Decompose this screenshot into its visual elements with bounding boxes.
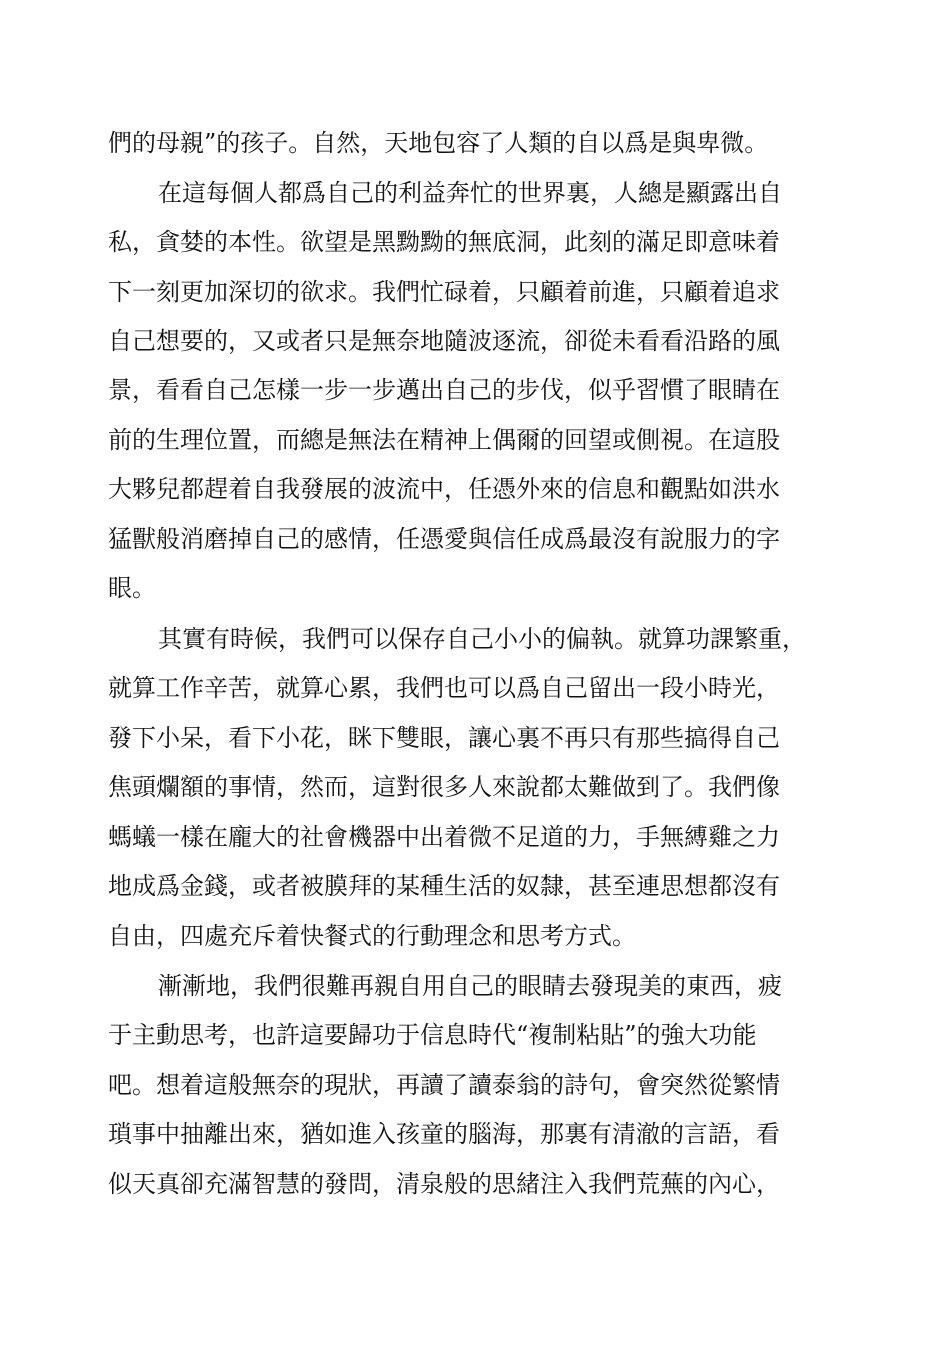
text-line: 地成爲金錢，或者被膜拜的某種生活的奴隸，甚至連思想都沒有 [108, 872, 780, 900]
text-line: 私，貪婪的本性。欲望是黑黝黝的無底洞，此刻的滿足即意味着 [108, 228, 780, 256]
text-line: 猛獸般消磨掉自己的感情，任憑愛與信任成爲最沒有說服力的字 [108, 525, 780, 553]
text-line: 瑣事中抽離出來，猶如進入孩童的腦海，那裏有清澈的言語，看 [108, 1120, 780, 1148]
text-line: 于主動思考，也許這要歸功于信息時代“複制粘貼”的強大功能 [108, 1021, 757, 1049]
text-line: 自己想要的，又或者只是無奈地隨波逐流，卻從未看看沿路的風 [108, 327, 780, 355]
text-line: 似天真卻充滿智慧的發問，清泉般的思緒注入我們荒蕪的內心， [108, 1170, 780, 1198]
text-line: 大夥兒都趕着自我發展的波流中，任憑外來的信息和觀點如洪水 [108, 475, 780, 503]
text-line: 下一刻更加深切的欲求。我們忙碌着，只顧着前進，只顧着追求 [108, 278, 780, 306]
text-line: 發下小呆，看下小花，眯下雙眼，讓心裏不再只有那些搞得自己 [108, 724, 780, 752]
paragraph-start-line: 漸漸地，我們很難再親自用自己的眼睛去發現美的東西，疲 [158, 972, 782, 1000]
text-line: 眼。 [108, 574, 156, 602]
text-line: 自由，四處充斥着快餐式的行動理念和思考方式。 [108, 922, 636, 950]
text-line: 們的母親”的孩子。自然，天地包容了人類的自以爲是與卑微。 [108, 129, 769, 157]
paragraph-start-line: 其實有時候，我們可以保存自己小小的偏執。就算功課繁重， [158, 625, 806, 653]
text-line: 就算工作辛苦，就算心累，我們也可以爲自己留出一段小時光， [108, 674, 780, 702]
text-line: 前的生理位置，而總是無法在精神上偶爾的回望或側視。在這股 [108, 426, 780, 454]
text-line: 景，看看自己怎樣一步一步邁出自己的步伐，似乎習慣了眼睛在 [108, 376, 780, 404]
text-line: 螞蟻一樣在龐大的社會機器中出着微不足道的力，手無縛雞之力 [108, 823, 780, 851]
text-line: 吧。想着這般無奈的現狀，再讀了讀泰翁的詩句，會突然從繁情 [108, 1071, 780, 1099]
paragraph-start-line: 在這每個人都爲自己的利益奔忙的世界裏，人總是顯露出自 [158, 179, 782, 207]
text-line: 焦頭爛額的事情，然而，這對很多人來說都太難做到了。我們像 [108, 773, 780, 801]
